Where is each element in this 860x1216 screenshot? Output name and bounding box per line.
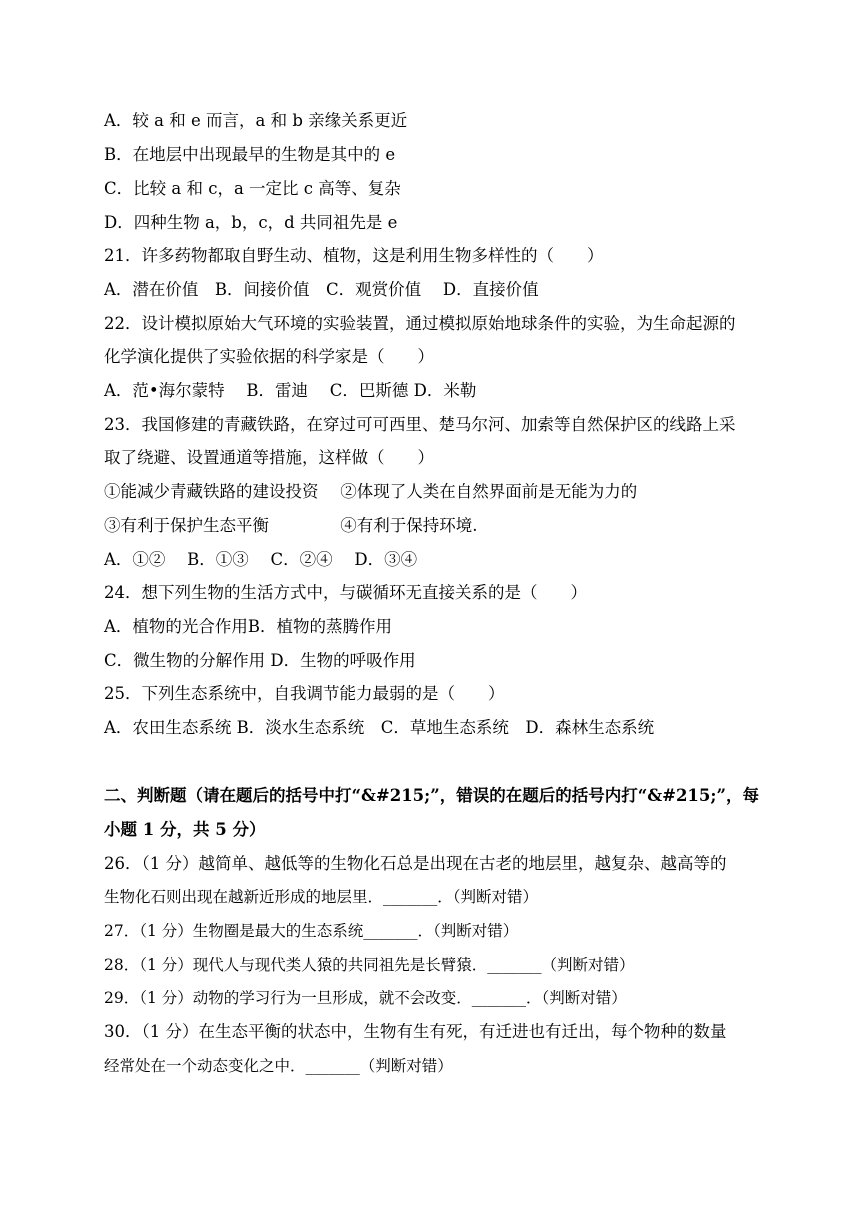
question-30: 30．（1 分）在生态平衡的状态中，生物有生有死，有迁进也有迁出，每个物种的数量 (104, 1022, 727, 1041)
question-26-cont: 生物化石则出现在越新近形成的地层里．_______．（判断对错） (104, 888, 539, 906)
question-26: 26．（1 分）越简单、越低等的生物化石总是出现在古老的地层里，越复杂、越高等的 (104, 854, 727, 873)
question-25: 25．下列生态系统中，自我调节能力最弱的是（ ） (104, 684, 505, 703)
question-23-cont: 取了绕避、设置通道等措施，这样做（ ） (104, 448, 434, 467)
question-29: 29．（1 分）动物的学习行为一旦形成，就不会改变．_______．（判断对错） (104, 989, 627, 1007)
question-23-statement: ③有利于保护生态平衡 ④有利于保持环境. (104, 516, 478, 535)
question-23: 23．我国修建的青藏铁路，在穿过可可西里、楚马尔河、加索等自然保护区的线路上采 (104, 415, 736, 434)
question-27: 27．（1 分）生物圈是最大的生态系统_______．（判断对错） (104, 922, 519, 940)
question-23-options: A．①② B．①③ C．②④ D．③④ (104, 550, 418, 569)
option-line: D．四种生物 a，b，c，d 共同祖先是 e (104, 213, 398, 232)
question-24-options: A．植物的光合作用B．植物的蒸腾作用 (104, 617, 393, 636)
question-23-statement: ①能减少青藏铁路的建设投资 ②体现了人类在自然界面前是无能为力的 (104, 482, 638, 501)
question-22: 22．设计模拟原始大气环境的实验装置，通过模拟原始地球条件的实验，为生命起源的 (104, 314, 736, 333)
option-line: B．在地层中出现最早的生物是其中的 e (104, 145, 396, 164)
section-heading-cont: 小题 1 分，共 5 分） (104, 820, 266, 839)
question-28: 28．（1 分）现代人与现代类人猿的共同祖先是长臂猿．_______（判断对错） (104, 956, 635, 974)
option-line: A．较 a 和 e 而言，a 和 b 亲缘关系更近 (104, 111, 408, 130)
question-24: 24．想下列生物的生活方式中，与碳循环无直接关系的是（ ） (104, 583, 587, 602)
question-21: 21．许多药物都取自野生动、植物，这是利用生物多样性的（ ） (104, 246, 604, 265)
section-heading: 二、判断题（请在题后的括号中打“&#215;”，错误的在题后的括号内打“&#215;”，每 (104, 786, 759, 805)
question-21-options: A．潜在价值 B．间接价值 C．观赏价值 D．直接价值 (104, 280, 539, 299)
question-22-options: A．范•海尔蒙特 B．雷迪 C．巴斯德 D．米勒 (104, 381, 477, 400)
question-30-cont: 经常处在一个动态变化之中．_______（判断对错） (104, 1057, 453, 1075)
option-line: C．比较 a 和 c，a 一定比 c 高等、复杂 (104, 179, 401, 198)
question-22-cont: 化学演化提供了实验依据的科学家是（ ） (104, 347, 434, 366)
question-25-options: A．农田生态系统 B．淡水生态系统 C．草地生态系统 D．森林生态系统 (104, 718, 655, 737)
question-24-options: C．微生物的分解作用 D．生物的呼吸作用 (104, 651, 416, 670)
